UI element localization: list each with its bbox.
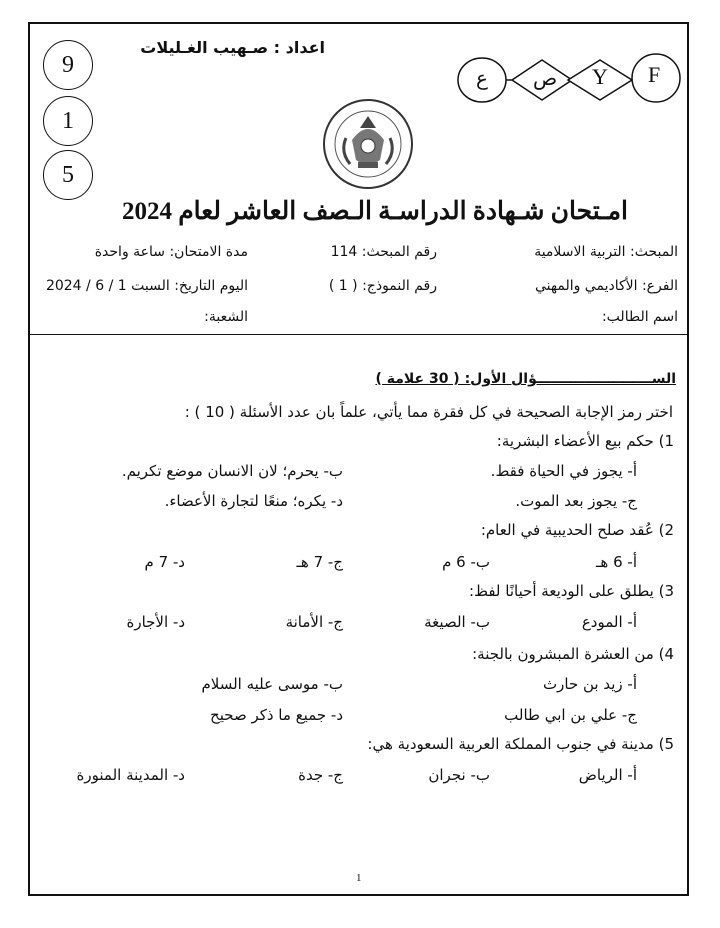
page-number: 1	[356, 872, 362, 884]
item-1-b: ب- يحرم؛ لان الانسان موضع تكريم.	[121, 462, 343, 480]
info-date: اليوم التاريخ: السبت 1 / 6 / 2024	[45, 278, 248, 294]
item-5-c: ج- جدة	[298, 766, 343, 784]
question-heading: الســــــــــــــــــــــــؤال الأول: ( 30 علامة )	[375, 371, 676, 387]
item-4-a: أ- زيد بن حارث	[543, 675, 637, 693]
item-3-stem: 3) يطلق على الوديعة أحيانًا لفظ:	[469, 582, 674, 600]
item-5-a: أ- الرياض	[578, 766, 637, 784]
ministry-emblem	[322, 98, 414, 190]
item-3-b: ب- الصيغة	[424, 613, 490, 631]
item-2-stem: 2) عُقد صلح الحديبية في العام:	[480, 521, 674, 539]
author-label: اعداد : صـهيب الغـليلات	[140, 38, 325, 57]
code-f: F	[648, 62, 661, 87]
code-sad: ص	[533, 68, 558, 90]
item-4-stem: 4) من العشرة المبشرون بالجنة:	[472, 645, 674, 663]
item-5-d: د- المدينة المنورة	[76, 766, 185, 784]
item-5-b: ب- نجران	[428, 766, 490, 784]
item-1-c: ج- يجوز بعد الموت.	[515, 492, 637, 510]
exam-title: امـتحان شـهادة الدراسـة الـصف العاشر لعام 2024	[121, 198, 628, 225]
info-subject: المبحث: التربية الاسلامية	[534, 244, 678, 260]
item-1-a: أ- يجوز في الحياة فقط.	[490, 462, 637, 480]
item-2-a: أ- 6 هـ	[596, 553, 637, 571]
item-3-c: ج- الأمانة	[285, 613, 343, 631]
item-1-stem: 1) حكم بيع الأعضاء البشرية:	[496, 432, 674, 450]
item-2-c: ج- 7 هـ	[296, 553, 343, 571]
info-duration: مدة الامتحان: ساعة واحدة	[94, 244, 248, 260]
code-ain: ع	[476, 68, 488, 90]
item-1-d: د- يكره؛ منعًا لتجارة الأعضاء.	[164, 492, 343, 510]
code-y: Y	[592, 64, 608, 89]
item-5-stem: 5) مدينة في جنوب المملكة العربية السعودية هي:	[367, 735, 674, 753]
info-subject-no: رقم المبحث: 114	[330, 244, 437, 260]
circle-1: 9	[43, 40, 93, 90]
item-2-b: ب- 6 م	[442, 553, 490, 571]
info-branch: الفرع: الأكاديمي والمهني	[535, 278, 678, 294]
item-4-b: ب- موسى عليه السلام	[201, 675, 343, 693]
info-model-no: رقم النموذج: ( 1 )	[328, 278, 437, 294]
circle-2: 1	[43, 96, 93, 146]
header-separator	[30, 334, 687, 335]
item-4-c: ج- علي بن ابي طالب	[504, 706, 637, 724]
info-section: الشعبة:	[204, 309, 248, 325]
item-3-a: أ- المودع	[581, 613, 637, 631]
question-instruction: اختر رمز الإجابة الصحيحة في كل فقرة مما يأتي، علماً بان عدد الأسئلة ( 10 ) :	[184, 403, 673, 421]
info-student: اسم الطالب:	[601, 309, 678, 325]
item-3-d: د- الأجارة	[126, 613, 185, 631]
item-4-d: د- جميع ما ذكر صحيح	[210, 706, 343, 724]
circle-3: 5	[43, 150, 93, 200]
item-2-d: د- 7 م	[144, 553, 185, 571]
